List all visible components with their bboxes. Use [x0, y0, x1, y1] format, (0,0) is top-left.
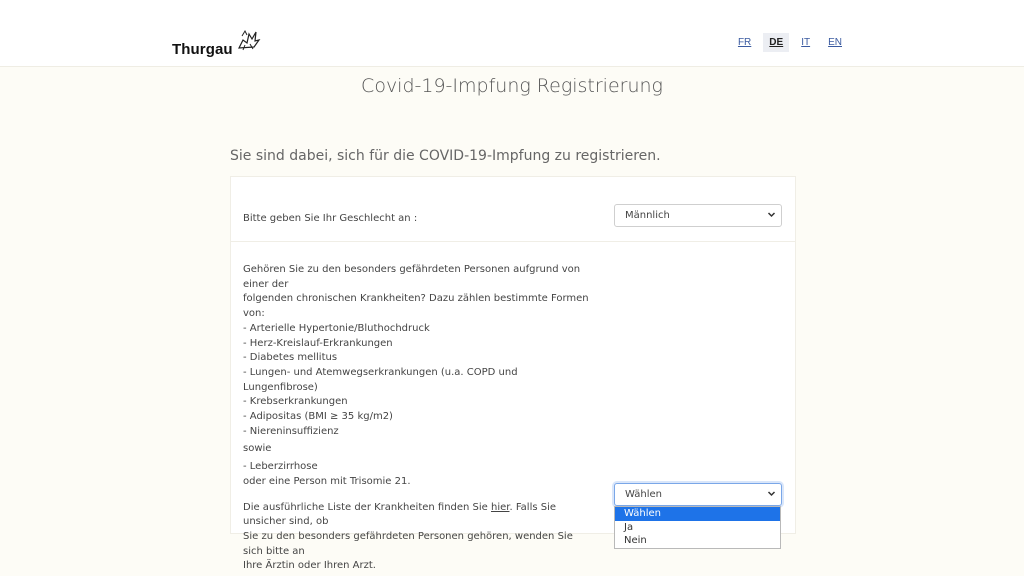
lang-en-link[interactable]: EN — [828, 37, 842, 48]
risk-line: folgenden chronischen Krankheiten? Dazu zählen bestimmte Formen von: — [243, 293, 589, 320]
registration-form-card — [230, 176, 796, 572]
risk-footer-line: Sie zu den besonders gefährdeten Personen gehören, wenden Sie sich bitte an — [243, 530, 573, 557]
risk-option-waehlen[interactable]: Wählen — [615, 507, 780, 521]
risk-question-text — [243, 263, 593, 574]
gender-select[interactable] — [614, 204, 782, 227]
risk-footer-text: Die ausführliche Liste der Krankheiten finden Sie — [243, 501, 492, 513]
risk-footer-text: . Falls Sie unsicher sind, ob — [243, 501, 557, 528]
risk-line: Gehören Sie zu den besonders gefährdeten Personen aufgrund von einer der — [243, 264, 581, 290]
risk-footer-line — [243, 501, 593, 530]
risk-line: - Niereninsuffizienz — [243, 425, 339, 437]
risk-line: - Arterielle Hypertonie/Bluthochdruck — [243, 322, 430, 334]
chevron-down-icon — [767, 210, 776, 222]
risk-line: - Adipositas (BMI ≥ 35 kg/m2) — [243, 411, 393, 423]
risk-line: oder eine Person mit Trisomie 21. — [243, 475, 411, 487]
intro-heading: Sie sind dabei, sich für die COVID-19-Impfung zu registrieren. — [230, 148, 661, 164]
logo-text: Thurgau — [172, 41, 233, 58]
page-title: Covid-19-Impfung Registrierung — [361, 75, 663, 97]
risk-line: - Diabetes mellitus — [243, 352, 338, 364]
lion-emblem-icon — [235, 28, 261, 56]
gender-label: Bitte geben Sie Ihr Geschlecht an : — [243, 213, 418, 224]
risk-line: - Leberzirrhose — [243, 461, 318, 473]
disease-list-link[interactable]: hier — [491, 501, 510, 513]
top-bar — [0, 0, 1024, 67]
risk-option-nein[interactable]: Nein — [624, 535, 647, 546]
chevron-down-icon — [767, 489, 776, 501]
risk-line: - Krebserkrankungen — [243, 396, 348, 408]
risk-sowie: sowie — [243, 443, 272, 455]
lang-it-link[interactable]: IT — [801, 37, 811, 48]
thurgau-logo[interactable] — [172, 28, 261, 58]
lang-fr-link[interactable]: FR — [737, 37, 752, 48]
lang-de-link[interactable]: DE — [763, 33, 789, 52]
risk-option-ja[interactable]: Ja — [624, 521, 634, 533]
risk-select-dropdown — [614, 506, 781, 549]
risk-line: - Lungen- und Atemwegserkrankungen (u.a. COPD und Lungenfibrose) — [243, 366, 518, 393]
risk-line: - Herz-Kreislauf-Erkrankungen — [243, 337, 393, 349]
language-switcher — [732, 33, 848, 52]
risk-footer-line: Ihre Ärztin oder Ihren Arzt. — [243, 560, 376, 572]
risk-select-value: Wählen — [625, 489, 662, 500]
gender-row — [231, 177, 795, 242]
risk-select[interactable] — [614, 483, 782, 506]
gender-select-value: Männlich — [625, 210, 670, 221]
